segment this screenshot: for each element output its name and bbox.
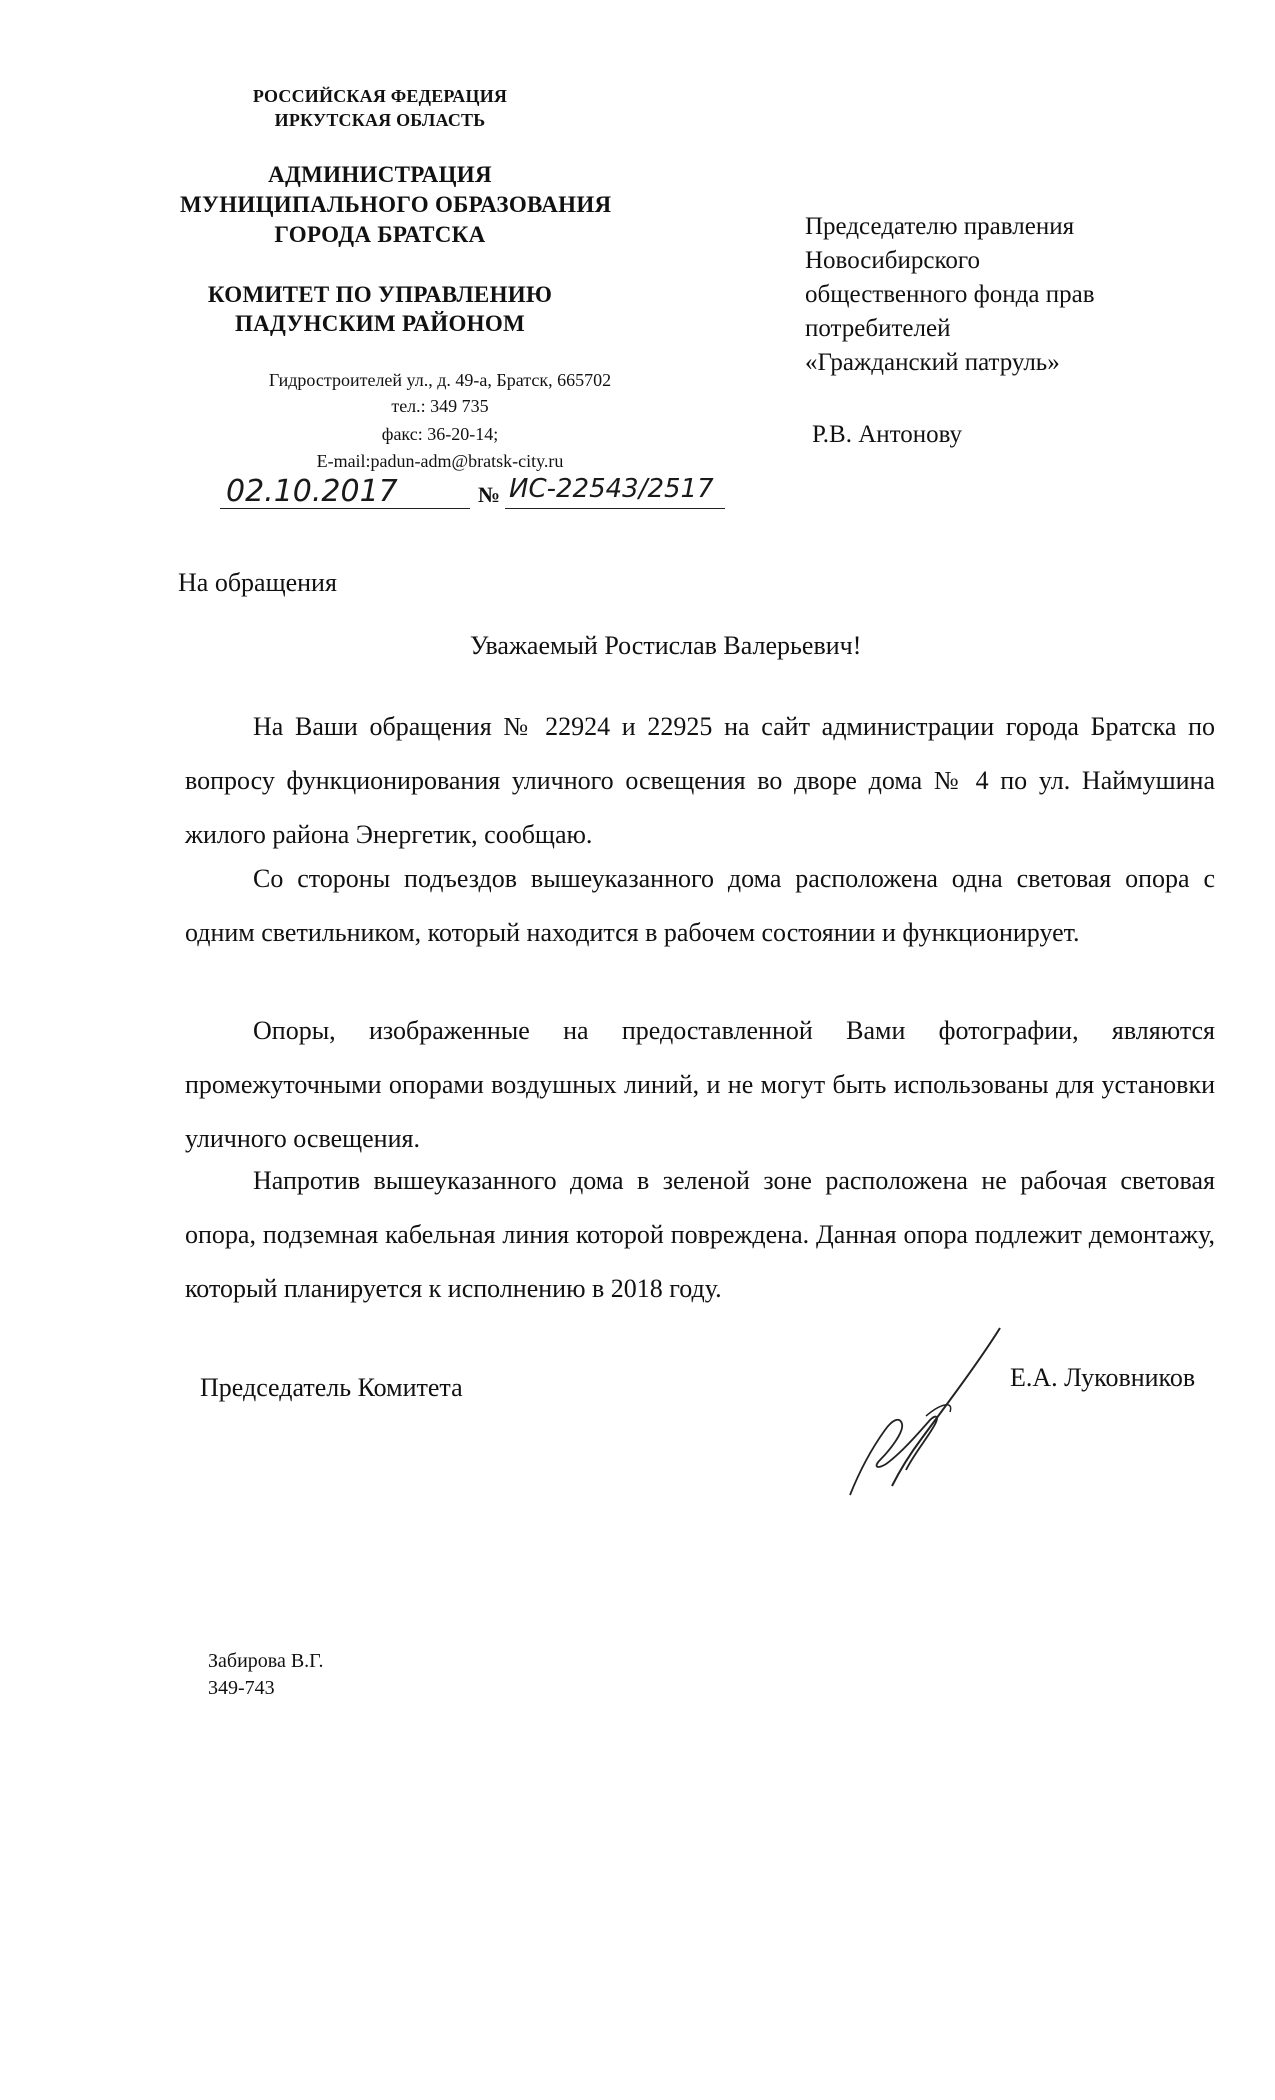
letter-subject: На обращения bbox=[178, 568, 337, 597]
org-email: E-mail:padun-adm@bratsk-city.ru bbox=[316, 451, 564, 471]
reg-date-field bbox=[220, 474, 470, 509]
addressee-line-2: Новосибирского bbox=[805, 247, 980, 274]
reg-number-handwritten: ИС-22543/2517 bbox=[509, 474, 714, 504]
executor-phone: 349-743 bbox=[208, 1677, 275, 1699]
addressee-line-1: Председателю правления bbox=[805, 213, 1075, 240]
letter-paragraph-1: На Ваши обращения № 22924 и 22925 на сайт администрации города Братска по вопросу функционирования уличного освещения во дворе дома № 4 по ул. Наймушина жилого района Энергетик, сообщаю. bbox=[185, 712, 1215, 849]
addressee-name: Р.В. Антонову bbox=[812, 421, 963, 448]
handwritten-signature bbox=[830, 1320, 1030, 1500]
region-line: ИРКУТСКАЯ ОБЛАСТЬ bbox=[274, 110, 486, 130]
letter-salutation: Уважаемый Ростислав Валерьевич! bbox=[470, 631, 862, 660]
org-line-3: ГОРОДА БРАТСКА bbox=[274, 222, 486, 247]
org-fax: факс: 36-20-14; bbox=[381, 424, 499, 444]
reg-number-label: № bbox=[478, 482, 501, 507]
addressee-line-4: потребителей bbox=[805, 315, 951, 342]
committee-line-1: КОМИТЕТ ПО УПРАВЛЕНИЮ bbox=[207, 282, 553, 307]
addressee-line-3: общественного фонда прав bbox=[805, 281, 1095, 308]
org-line-1: АДМИНИСТРАЦИЯ bbox=[268, 162, 492, 187]
executor-name: Забирова В.Г. bbox=[208, 1650, 324, 1672]
letter-paragraph-2: Со стороны подъездов вышеуказанного дома расположена одна световая опора с одним светильником, который находится в рабочем состоянии и функционирует. bbox=[185, 864, 1215, 947]
committee-line-2: ПАДУНСКИМ РАЙОНОМ bbox=[234, 311, 526, 336]
addressee-line-5: «Гражданский патруль» bbox=[805, 349, 1060, 376]
letter-paragraph-3: Опоры, изображенные на предоставленной Вами фотографии, являются промежуточными опорами воздушных линий, и не могут быть использованы для установки уличного освещения. bbox=[185, 1016, 1215, 1153]
org-phone: тел.: 349 735 bbox=[391, 396, 489, 416]
org-address: Гидростроителей ул., д. 49-а, Братск, 665702 bbox=[268, 370, 612, 390]
letter-paragraph-4: Напротив вышеуказанного дома в зеленой зоне расположена не рабочая световая опора, подземная кабельная линия которой повреждена. Данная опора подлежит демонтажу, который планируется к исполнению в 2018 году. bbox=[185, 1166, 1215, 1303]
signer-name: Е.А. Луковников bbox=[1010, 1363, 1196, 1392]
reg-date-handwritten: 02.10.2017 bbox=[226, 474, 398, 509]
reg-number-field bbox=[505, 474, 725, 509]
org-line-2: МУНИЦИПАЛЬНОГО ОБРАЗОВАНИЯ bbox=[180, 192, 612, 217]
country-line: РОССИЙСКАЯ ФЕДЕРАЦИЯ bbox=[252, 86, 508, 106]
signer-position: Председатель Комитета bbox=[200, 1373, 463, 1402]
